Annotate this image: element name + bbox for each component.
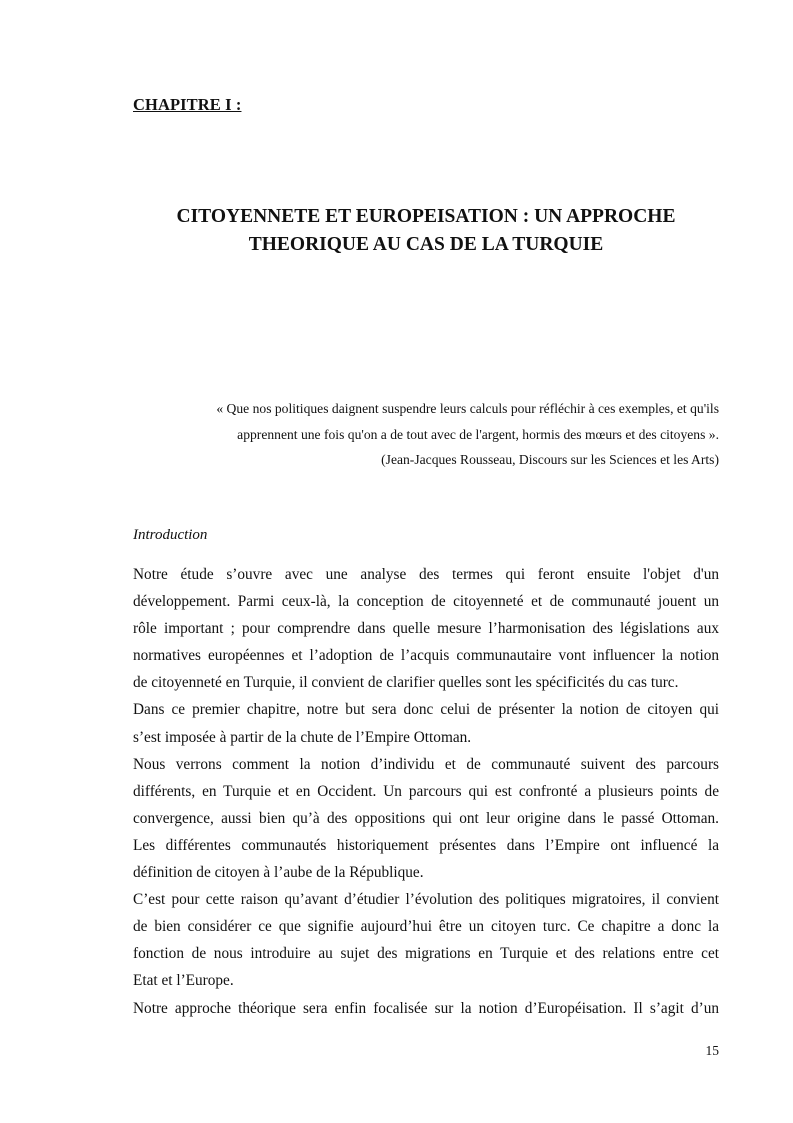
paragraph-line: de bien considérer ce que signifie aujourd’hui être un citoyen turc. Ce chapitre a donc la	[133, 918, 719, 936]
epigraph-line: « Que nos politiques daignent suspendre leurs calculs pour réfléchir à ces exemples, et qu'ils	[216, 401, 719, 416]
epigraph-attribution: (Jean-Jacques Rousseau, Discours sur les Sciences et les Arts)	[381, 452, 719, 467]
body-text	[133, 561, 719, 1022]
paragraph-line: différents, en Turquie et en Occident. Un parcours qui est confronté a plusieurs points de	[133, 782, 719, 800]
chapter-title-line: THEORIQUE AU CAS DE LA TURQUIE	[248, 234, 604, 255]
chapter-title-line: CITOYENNETE ET EUROPEISATION : UN APPROCHE	[176, 206, 676, 227]
paragraph-line: rôle important ; pour comprendre dans quelle mesure l’harmonisation des législations aux	[133, 620, 719, 638]
chapter-label: CHAPITRE I :	[133, 95, 242, 114]
paragraph-line: normatives européennes et l’adoption de l’acquis communautaire vont influencer la notion	[133, 647, 719, 665]
chapter-title	[133, 203, 719, 259]
paragraph-line: Notre approche théorique sera enfin focalisée sur la notion d’Européisation. Il s’agit d’un	[133, 999, 719, 1017]
paragraph-line: Notre étude s’ouvre avec une analyse des termes qui feront ensuite l'objet d'un	[133, 566, 719, 583]
page-number: 15	[705, 1043, 719, 1058]
paragraph-line: C’est pour cette raison qu’avant d’étudier l’évolution des politiques migratoires, il convient	[133, 891, 719, 909]
paragraph-line: Les différentes communautés historiquement présentes dans l’Empire ont influencé la	[133, 836, 719, 854]
section-heading: Introduction	[133, 527, 208, 543]
paragraph-line: développement. Parmi ceux-là, la conception de citoyenneté et de communauté jouent un	[133, 593, 719, 611]
paragraph-line: s’est imposée à partir de la chute de l’Empire Ottoman.	[133, 728, 472, 746]
paragraph-line: Nous verrons comment la notion d’individu et de communauté suivent des parcours	[133, 755, 719, 773]
paragraph-line: convergence, aussi bien qu’à des oppositions qui ont leur origine dans le passé Ottoman.	[133, 809, 719, 827]
epigraph-quote	[133, 396, 719, 473]
paragraph-line: Dans ce premier chapitre, notre but sera donc celui de présenter la notion de citoyen qui	[133, 701, 719, 719]
paragraph-line: fonction de nous introduire au sujet des migrations en Turquie et des relations entre cet	[133, 945, 719, 963]
paragraph-line: Etat et l’Europe.	[133, 972, 234, 990]
epigraph-line: apprennent une fois qu'on a de tout avec de l'argent, hormis des mœurs et des citoyens ».	[237, 426, 719, 442]
paragraph-line: de citoyenneté en Turquie, il convient de clarifier quelles sont les spécificités du cas turc.	[133, 674, 679, 692]
paragraph-line: définition de citoyen à l’aube de la République.	[133, 864, 424, 882]
